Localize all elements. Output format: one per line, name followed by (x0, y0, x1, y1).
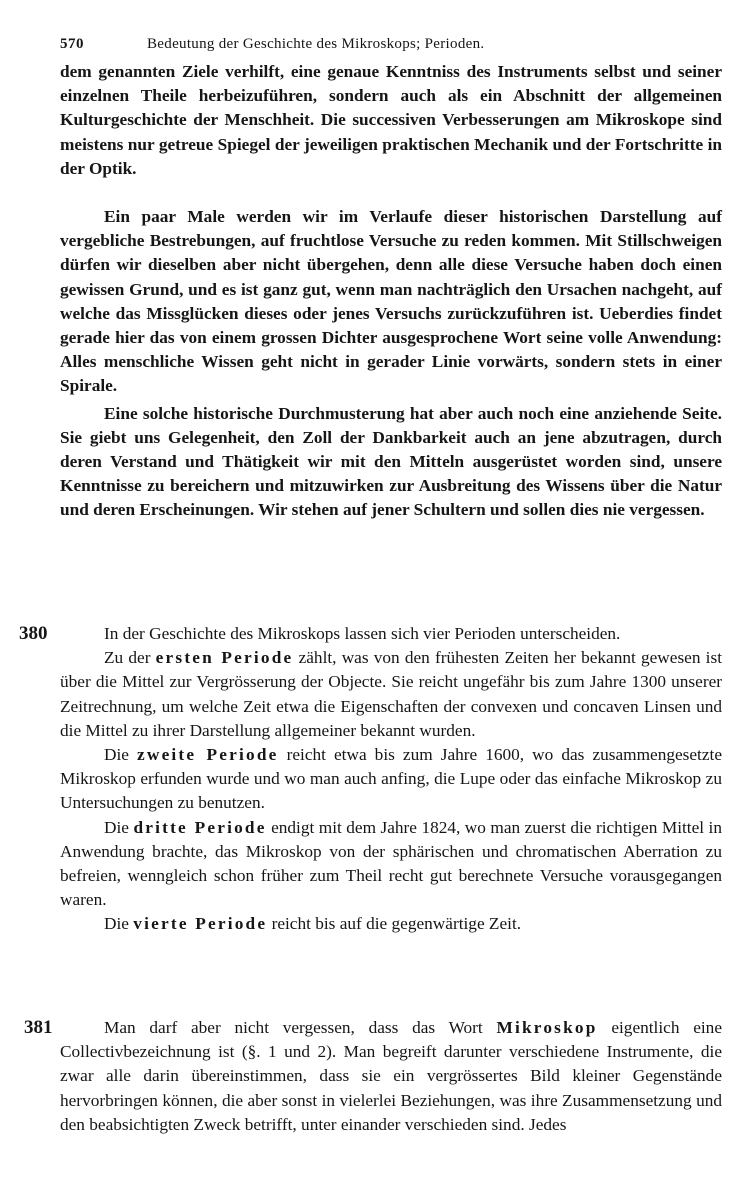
section-380-intro: In der Geschichte des Mikroskops lassen sich vier Perioden unterscheiden. (104, 624, 621, 643)
intro-paragraph-3: Eine solche historische Durchmusterung hat aber auch noch eine anziehende Seite. Sie giebt uns Gelegenheit, den Zoll der Dankbarkeit auch an jene abzutragen, durch deren Verstand und Thätigkeit wir mit den Mitteln ausgerüstet worden sind, unsere Kenntnisse zu bereichern und mitzuwirken zur Ausbreitung des Wissens über die Natur und deren Erscheinungen. Wir stehen auf jener Schultern und sollen dies nie vergessen. (60, 403, 722, 520)
section-381-term: Mikroskop (496, 1018, 598, 1037)
section-380 (60, 622, 722, 937)
period-3-lead: Die (104, 817, 129, 837)
intro-paragraph-1-text: dem genannten Ziele verhilft, eine genaue Kenntniss des Instruments selbst und seiner einzelnen Theile herbeizuführen, sondern auch als ein Abschnitt der allgemeinen Kulturgeschichte der Menschheit. Die successiven Verbesserungen am Mikroskope sind meistens nur getreue Spiegel der jeweiligen praktischen Mechanik und der Fortschritte in der Optik. (60, 62, 722, 178)
section-381 (60, 1016, 722, 1137)
period-1-lead: Zu der (104, 648, 151, 668)
period-4-term: vierte Periode (133, 914, 268, 934)
period-4-lead: Die (104, 914, 129, 934)
period-4-text: reicht bis auf die gegenwärtige Zeit. (271, 914, 522, 934)
period-4-paragraph (60, 912, 722, 936)
period-2-term: zweite Periode (137, 745, 279, 765)
intro-paragraph-1 (60, 60, 722, 181)
period-2-text: reicht etwa bis zum Jahre 1600, wo das zusammengesetzte Mikroskop erfunden wurde und wo man auch anfing, die Lupe oder das einfache Mikroskop zu Untersuchungen zu benutzen. (60, 745, 722, 813)
period-1-text: zählt, was von den frühesten Zeiten her bekannt gewesen ist über die Mittel zur Vergrösserung der Objecte. Sie reicht ungefähr bis zum Jahre 1300 unserer Zeitrechnung, um welche Zeit etwa die Eigenschaften der convexen und concaven Linsen und die Mittel zu ihrer Darstellung allgemeiner bekannt wurden. (60, 648, 723, 740)
period-3-paragraph (60, 816, 722, 913)
running-head (60, 32, 720, 56)
section-381-lead: Man darf aber nicht vergessen, dass das Wort (104, 1018, 483, 1037)
section-381-paragraph (60, 1016, 722, 1137)
period-2-paragraph (60, 743, 722, 816)
section-number-380: 380 (19, 623, 48, 644)
intro-paragraph-2: Ein paar Male werden wir im Verlaufe dieser historischen Darstellung auf vergebliche Bestrebungen, auf fruchtlose Versuche zu reden kommen. Mit Stillschweigen dürfen wir dieselben aber nicht übergehen, denn alle diese Versuche haben doch einen gewissen Grund, und es ist ganz gut, wenn man nachträglich den Ursachen nachgeht, auf welche das Missglücken dieses oder jenes Versuchs zurückzuführen ist. Ueberdies findet gerade hier das von einem grossen Dichter ausgesprochene Wort seine volle Anwendung: Alles menschliche Wissen geht nicht in gerader Linie vorwärts, sondern stets in einer Spirale. (60, 207, 722, 396)
period-3-text: endigt mit dem Jahre 1824, wo man zuerst die richtigen Mittel in Anwendung brachte, das Mikroskop von der sphärischen und chromatischen Aberration zu befreien, wenngleich schon früher zum Theil recht gut berechnete Versuche vorausgegangen waren. (60, 817, 722, 910)
page-number: 570 (60, 36, 84, 52)
period-2-lead: Die (104, 745, 129, 765)
intro-paragraphs (60, 205, 722, 523)
running-title: Bedeutung der Geschichte des Mikroskops; Perioden. (147, 36, 485, 52)
section-381-text: eigentlich eine Collectivbezeichnung ist (§. 1 und 2). Man begreift darunter verschiedene Instrumente, die zwar alle darin übereinstimmen, dass sie ein vergrössertes Bild kleiner Gegenstände hervorbringen können, die aber sonst in vielerlei Beziehungen, was ihre Zusammensetzung und den beabsichtigten Zweck betrifft, unter einander verschieden sind. Jedes (60, 1018, 722, 1134)
period-3-term: dritte Periode (133, 817, 267, 837)
period-1-paragraph (60, 646, 722, 743)
period-1-term: ersten Periode (155, 648, 294, 668)
section-number-381: 381 (24, 1017, 53, 1038)
